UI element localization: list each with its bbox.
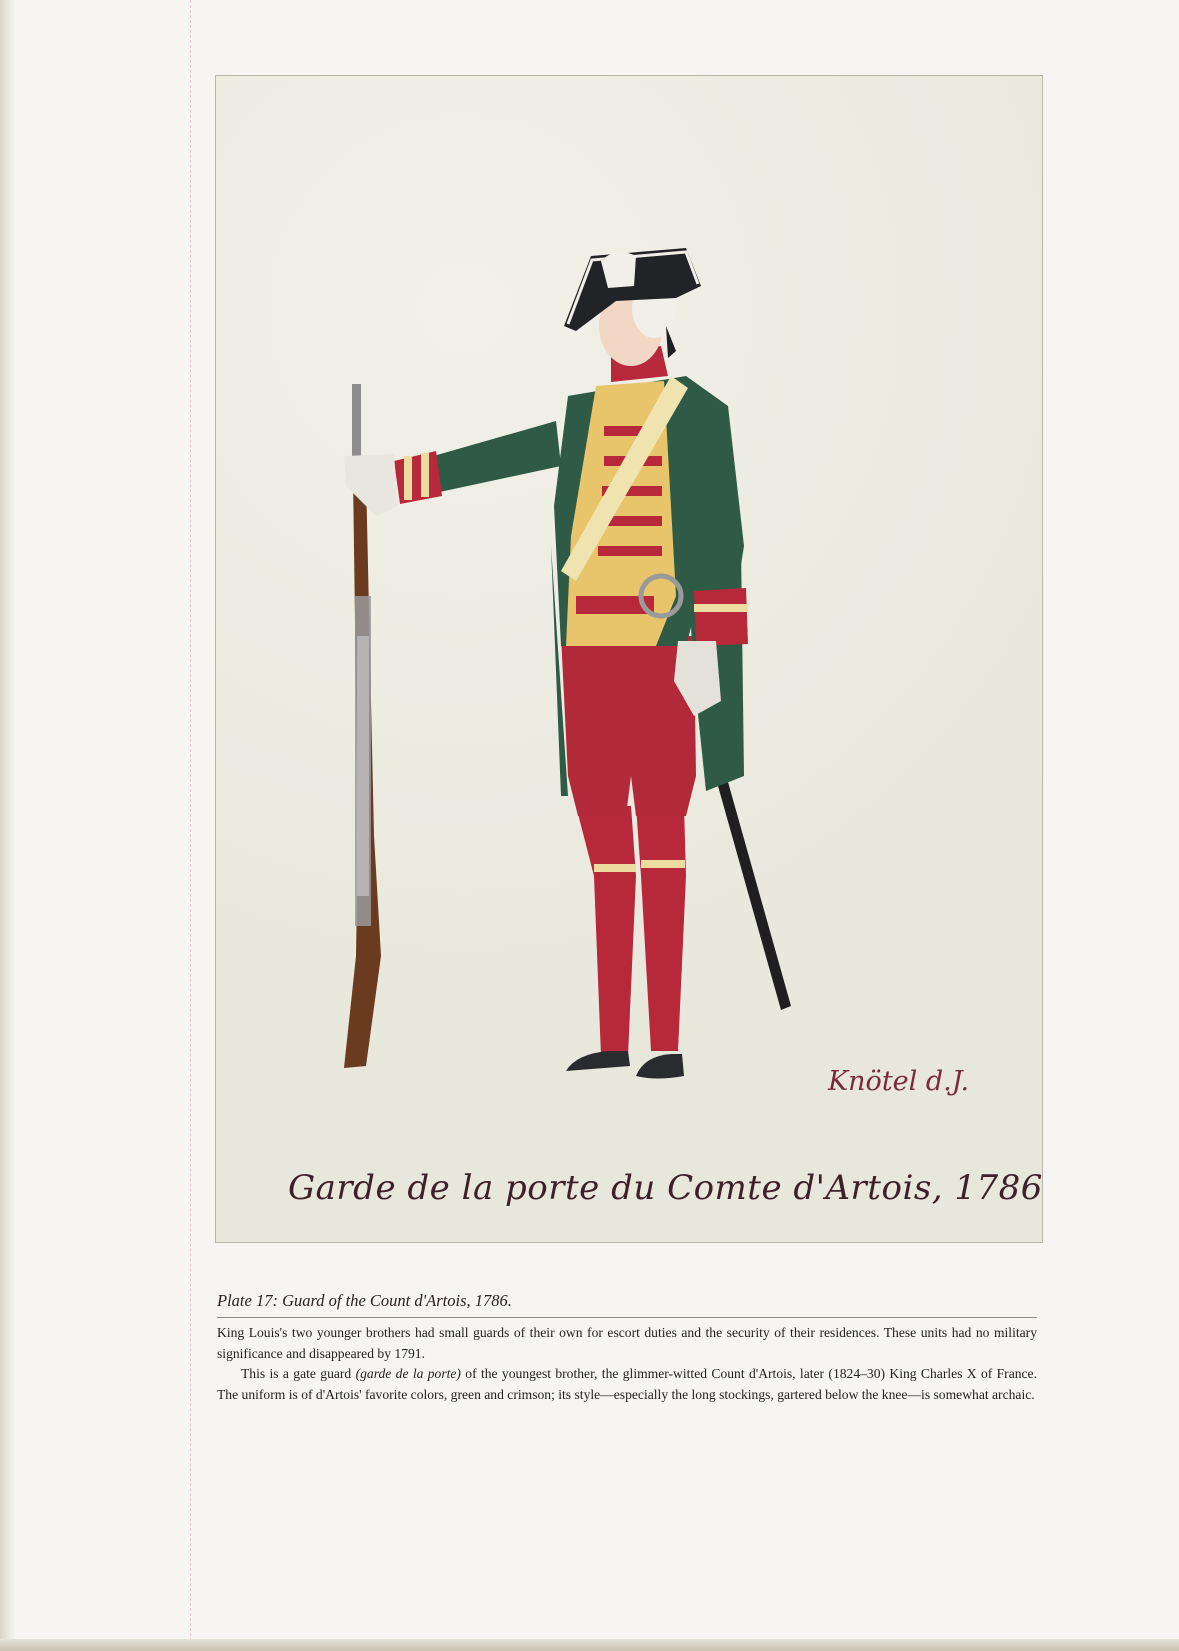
plate-caption: Garde de la porte du Comte d'Artois, 1786 [288, 1168, 1043, 1208]
page-edge-bottom [0, 1639, 1179, 1651]
cuff-right [694, 588, 748, 646]
breeches [561, 636, 696, 816]
page-edge-left [0, 0, 14, 1651]
color-plate [215, 75, 1043, 1243]
paragraph-2-prefix: This is a gate guard [241, 1366, 356, 1381]
paragraph-2-italic: (garde de la porte) [355, 1366, 461, 1381]
gutter-line [190, 0, 192, 1651]
glove-left [344, 454, 398, 516]
paragraph-1: King Louis's two younger brothers had small guards of their own for escort duties and the security of their residences. These units had no military significance and disappeared by 1791. [217, 1325, 1037, 1361]
paragraph-2-suffix: of the youngest brother, the glimmer-witted Count d'Artois, later (1824–30) King Charles X of France. The uniform is of d'Artois' favorite colors, green and crimson; its style—especially the long stockings, gartered below the knee—is somewhat archaic. [217, 1366, 1037, 1402]
legs [566, 806, 686, 1079]
title-rule [217, 1317, 1037, 1318]
cuff-left [394, 451, 442, 504]
plate-title: Plate 17: Guard of the Count d'Artois, 1786. [217, 1291, 512, 1310]
scabbard [718, 782, 791, 1010]
queue [666, 326, 676, 358]
artist-signature: Knötel d.J. [828, 1066, 970, 1097]
body-text [217, 1323, 1037, 1405]
paragraph-2 [217, 1364, 1037, 1405]
